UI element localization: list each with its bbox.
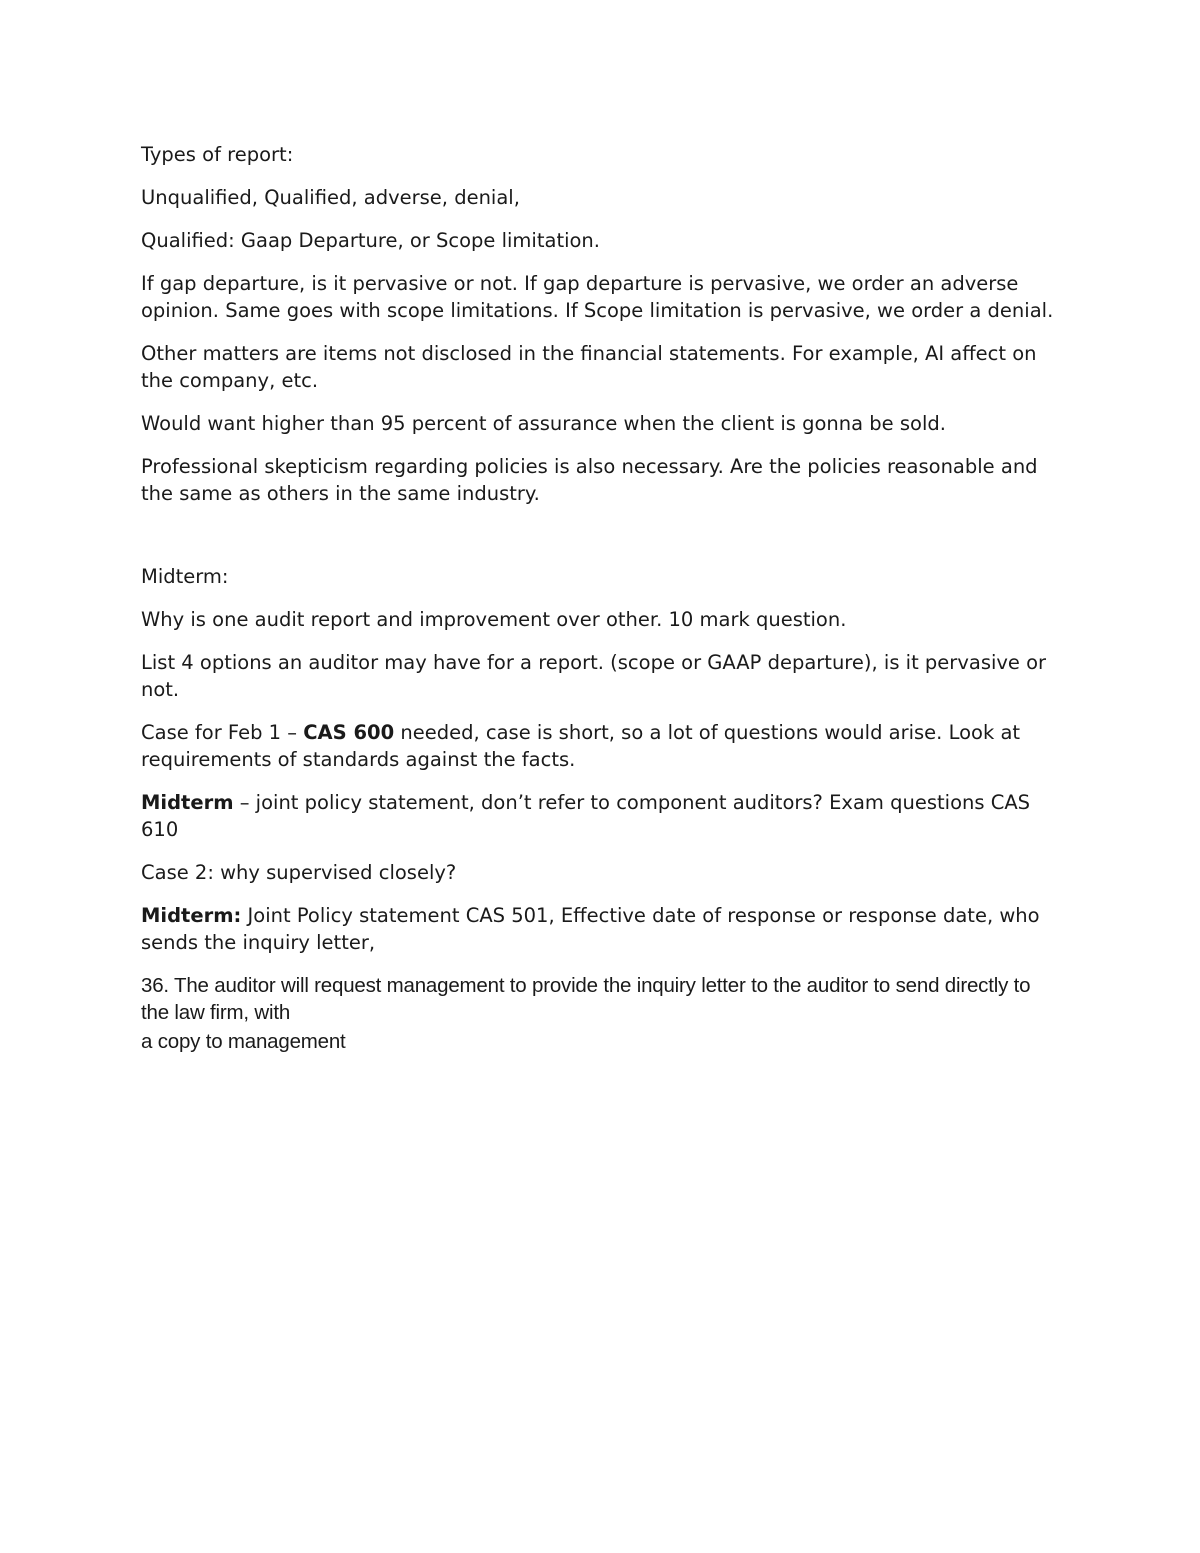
paragraph-audit-report-question: Why is one audit report and improvement over other. 10 mark question. xyxy=(141,608,847,631)
paragraph-report-types: Unqualified, Qualified, adverse, denial, xyxy=(141,186,520,209)
case-feb-1-standard: CAS 600 xyxy=(303,721,395,744)
paragraph-other-matters: Other matters are items not disclosed in the financial statements. For example, AI affect on the company, etc. xyxy=(141,342,1037,392)
paragraph-case-2: Case 2: why supervised closely? xyxy=(141,861,457,884)
paragraph-gap-departure: If gap departure, is it pervasive or not. If gap departure is pervasive, we order an adverse opinion. Same goes with scope limitations. If Scope limitation is pervasive, we order a denial. xyxy=(141,272,1054,322)
heading-types-of-report: Types of report: xyxy=(141,143,294,166)
document-body xyxy=(141,141,1061,1071)
inquiry-letter-line-2: a copy to management xyxy=(141,1030,346,1053)
paragraph-auditor-options: List 4 options an auditor may have for a report. (scope or GAAP departure), is it pervasive or not. xyxy=(141,651,1047,701)
inquiry-letter-line-1: 36. The auditor will request management to provide the inquiry letter to the auditor to send directly to the law firm, with xyxy=(141,974,1031,1024)
midterm-cas-610-label: Midterm xyxy=(141,791,234,814)
paragraph-case-feb-1 xyxy=(141,719,1061,773)
midterm-cas-501-label: Midterm: xyxy=(141,904,242,927)
paragraph-inquiry-letter xyxy=(141,972,1061,1055)
paragraph-midterm-cas-501 xyxy=(141,902,1061,956)
midterm-cas-501-text: Joint Policy statement CAS 501, Effective date of response or response date, who sends the inquiry letter, xyxy=(141,904,1040,954)
heading-midterm: Midterm: xyxy=(141,565,229,588)
paragraph-skepticism: Professional skepticism regarding policies is also necessary. Are the policies reasonable and the same as others in the same industry. xyxy=(141,455,1038,505)
paragraph-assurance: Would want higher than 95 percent of assurance when the client is gonna be sold. xyxy=(141,412,946,435)
case-feb-1-text-before: Case for Feb 1 – xyxy=(141,721,304,744)
paragraph-qualified: Qualified: Gaap Departure, or Scope limitation. xyxy=(141,229,600,252)
section-spacer xyxy=(141,523,1061,563)
paragraph-midterm-cas-610 xyxy=(141,789,1061,843)
midterm-cas-610-text: – joint policy statement, don’t refer to component auditors? Exam questions CAS 610 xyxy=(141,791,1031,841)
case-feb-1-text-after: needed, case is short, so a lot of questions would arise. Look at requirements of standards against the facts. xyxy=(141,721,1021,771)
